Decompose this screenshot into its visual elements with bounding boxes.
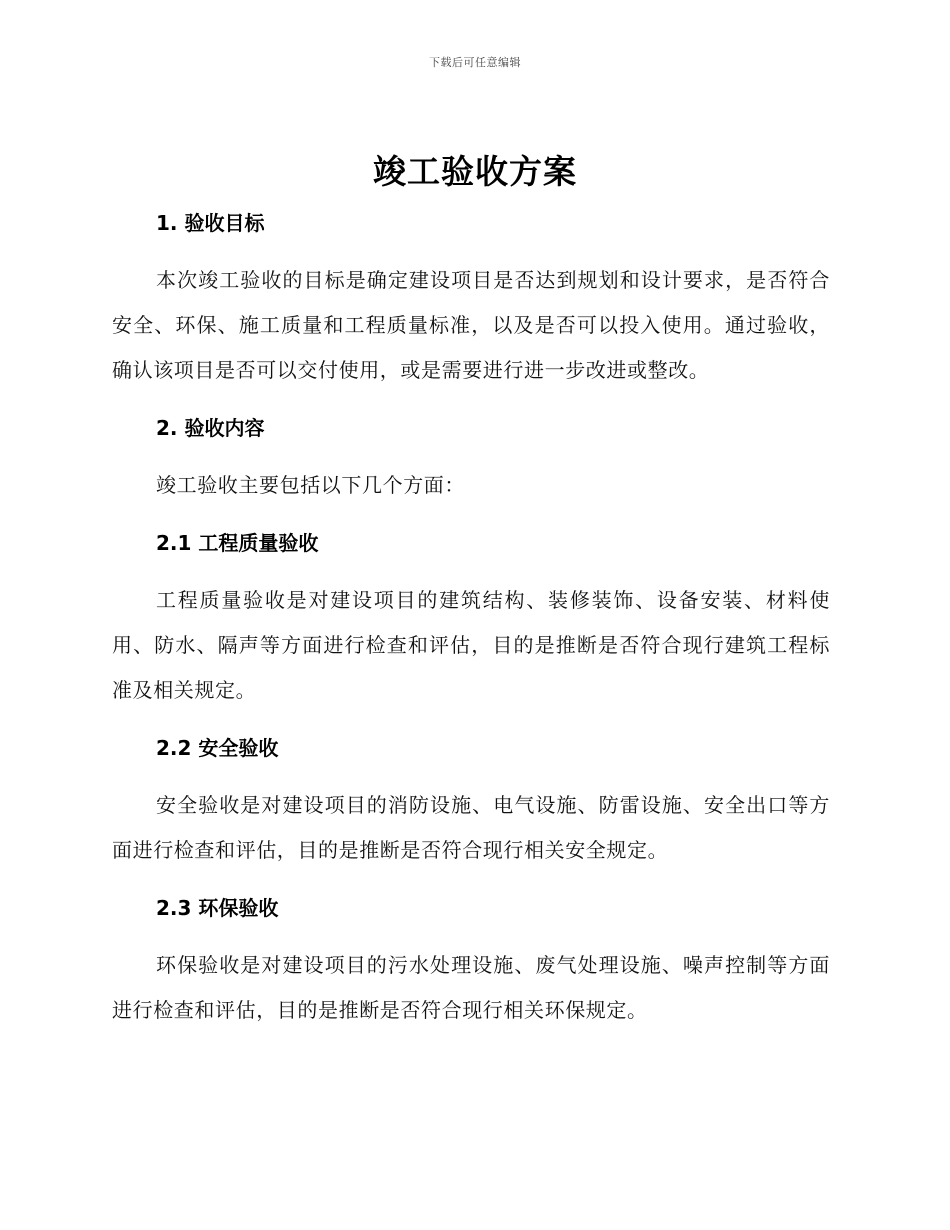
- section-paragraph-2-3: 环保验收是对建设项目的污水处理设施、废气处理设施、噪声控制等方面进行检查和评估，目的是推断是否符合现行相关环保规定。: [112, 953, 830, 1022]
- section-heading-2-2: 2.2 安全验收: [156, 736, 279, 760]
- section-heading-2-1: 2.1 工程质量验收: [156, 531, 319, 555]
- section-heading-2: 2. 验收内容: [156, 416, 265, 440]
- document-body: [112, 200, 830, 1033]
- section-heading-2-3: 2.3 环保验收: [156, 896, 279, 920]
- section-paragraph-2: 竣工验收主要包括以下几个方面：: [156, 473, 465, 497]
- section-paragraph-1: 本次竣工验收的目标是确定建设项目是否达到规划和设计要求，是否符合安全、环保、施工质量和工程质量标准，以及是否可以投入使用。通过验收，确认该项目是否可以交付使用，或是需要进行进一步改进或整改。: [112, 268, 830, 382]
- section-paragraph-2-2: 安全验收是对建设项目的消防设施、电气设施、防雷设施、安全出口等方面进行检查和评估，目的是推断是否符合现行相关安全规定。: [112, 793, 830, 862]
- document-title: 竣工验收方案: [373, 152, 577, 191]
- section-paragraph-2-1: 工程质量验收是对建设项目的建筑结构、装修装饰、设备安装、材料使用、防水、隔声等方面进行检查和评估，目的是推断是否符合现行建筑工程标准及相关规定。: [112, 588, 830, 702]
- header-note: 下载后可任意编辑: [429, 56, 521, 69]
- section-heading-1: 1. 验收目标: [156, 211, 265, 235]
